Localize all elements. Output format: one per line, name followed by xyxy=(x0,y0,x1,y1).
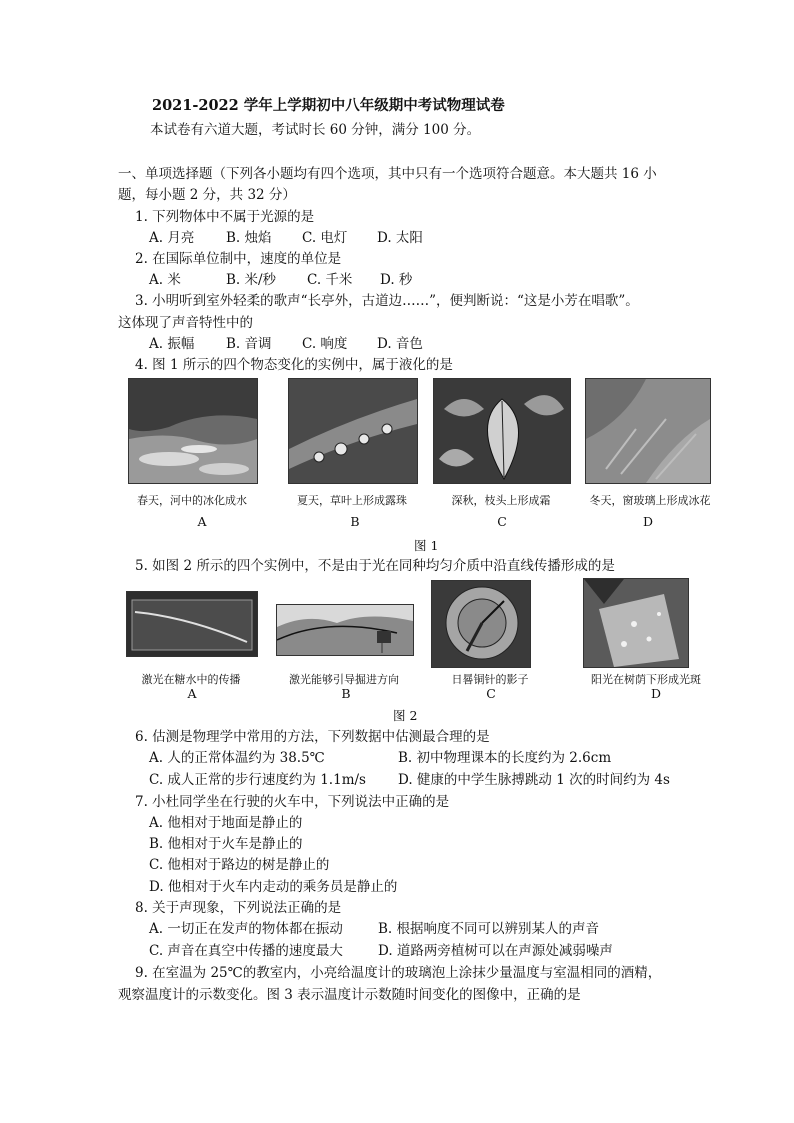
question-7-stem: 7. 小杜同学坐在行驶的火车中，下列说法中正确的是 xyxy=(135,794,450,810)
q1-option-b: B. 烛焰 xyxy=(226,230,272,246)
figure1-photo-b xyxy=(288,378,418,484)
sundial-shadow-image xyxy=(432,581,530,667)
dew-on-grass-image xyxy=(289,379,417,483)
question-9-stem: 9. 在室温为 25℃的教室内，小亮给温度计的玻璃泡上涂抹少量温度与室温相同的酒精， xyxy=(135,965,662,981)
q2-option-c: C. 千米 xyxy=(307,272,353,288)
figure2-caption-d: 阳光在树荫下形成光斑 xyxy=(591,673,701,686)
laser-tunnel-guidance-image xyxy=(277,605,413,655)
q3-option-d: D. 音色 xyxy=(377,336,423,352)
q6-option-d: D. 健康的中学生脉搏跳动 1 次的时间约为 4s xyxy=(398,772,670,788)
q8-option-a: A. 一切正在发声的物体都在振动 xyxy=(149,921,343,937)
question-6-stem: 6. 估测是物理学中常用的方法，下列数据中估测最合理的是 xyxy=(135,729,490,745)
figure2-letter-d: D xyxy=(650,686,662,701)
frost-on-window-image xyxy=(586,379,710,483)
question-8-stem: 8. 关于声现象，下列说法正确的是 xyxy=(135,900,342,916)
q7-option-c: C. 他相对于路边的树是静止的 xyxy=(149,857,330,873)
q7-option-a: A. 他相对于地面是静止的 xyxy=(149,815,303,831)
question-3-stem-cont: 这体现了声音特性中的 xyxy=(118,315,253,331)
frost-on-leaves-image xyxy=(434,379,570,483)
figure1-caption-a: 春天，河中的冰化成水 xyxy=(137,494,247,507)
figure2-label: 图 2 xyxy=(393,708,418,723)
figure2-caption-c: 日晷铜针的影子 xyxy=(451,673,529,686)
figure1-letter-b: B xyxy=(350,514,360,529)
q2-option-d: D. 秒 xyxy=(380,272,413,288)
figure1-photo-c xyxy=(433,378,571,484)
river-ice-melting-image xyxy=(129,379,257,483)
q3-option-c: C. 响度 xyxy=(302,336,348,352)
figure1-photo-d xyxy=(585,378,711,484)
question-9-stem-cont: 观察温度计的示数变化。图 3 表示温度计示数随时间变化的图像中，正确的是 xyxy=(118,987,581,1003)
figure2-letter-b: B xyxy=(341,686,351,701)
q1-option-a: A. 月亮 xyxy=(149,230,195,246)
question-3-stem: 3. 小明听到室外轻柔的歌声“长亭外，古道边……”，便判断说：“这是小芳在唱歌”。 xyxy=(135,293,639,309)
figure1-caption-d: 冬天，窗玻璃上形成冰花 xyxy=(589,494,711,507)
figure1-letter-a: A xyxy=(197,514,207,529)
question-4-stem: 4. 图 1 所示的四个物态变化的实例中，属于液化的是 xyxy=(135,357,453,373)
q7-option-d: D. 他相对于火车内走动的乘务员是静止的 xyxy=(149,879,398,895)
figure1-caption-b: 夏天，草叶上形成露珠 xyxy=(297,494,407,507)
section-heading: 一、单项选择题（下列各小题均有四个选项，其中只有一个选项符合题意。本大题共 16 小 xyxy=(118,166,657,182)
question-2-stem: 2. 在国际单位制中，速度的单位是 xyxy=(135,251,342,267)
q1-option-d: D. 太阳 xyxy=(377,230,423,246)
q6-option-b: B. 初中物理课本的长度约为 2.6cm xyxy=(398,750,612,766)
figure2-photo-c xyxy=(431,580,531,668)
q7-option-b: B. 他相对于火车是静止的 xyxy=(149,836,303,852)
q8-option-d: D. 道路两旁植树可以在声源处减弱噪声 xyxy=(378,943,613,959)
q2-option-a: A. 米 xyxy=(149,272,181,288)
laser-in-sugar-water-image xyxy=(127,592,257,656)
figure1-letter-c: C xyxy=(497,514,507,529)
question-1-stem: 1. 下列物体中不属于光源的是 xyxy=(135,209,315,225)
figure1-photo-a xyxy=(128,378,258,484)
figure2-caption-b: 激光能够引导掘进方向 xyxy=(289,673,399,686)
page-title: 2021-2022 学年上学期初中八年级期中考试物理试卷 xyxy=(152,97,505,114)
figure2-letter-c: C xyxy=(486,686,496,701)
q3-option-a: A. 振幅 xyxy=(149,336,195,352)
q8-option-b: B. 根据响度不同可以辨别某人的声音 xyxy=(378,921,600,937)
figure2-letter-a: A xyxy=(187,686,197,701)
q3-option-b: B. 音调 xyxy=(226,336,272,352)
question-5-stem: 5. 如图 2 所示的四个实例中，不是由于光在同种均匀介质中沿直线传播形成的是 xyxy=(135,558,615,574)
figure2-photo-a xyxy=(126,591,258,657)
q6-option-c: C. 成人正常的步行速度约为 1.1m/s xyxy=(149,772,366,788)
q1-option-c: C. 电灯 xyxy=(302,230,348,246)
q2-option-b: B. 米/秒 xyxy=(226,272,277,288)
section-heading-cont: 题，每小题 2 分，共 32 分） xyxy=(118,187,296,203)
q8-option-c: C. 声音在真空中传播的速度最大 xyxy=(149,943,343,959)
exam-intro: 本试卷有六道大题，考试时长 60 分钟，满分 100 分。 xyxy=(150,122,481,138)
q6-option-a: A. 人的正常体温约为 38.5℃ xyxy=(149,750,325,766)
figure2-photo-d xyxy=(583,578,689,668)
figure1-letter-d: D xyxy=(642,514,654,529)
light-spots-under-trees-image xyxy=(584,579,688,667)
figure2-caption-a: 激光在糖水中的传播 xyxy=(141,673,241,686)
figure1-caption-c: 深秋，枝头上形成霜 xyxy=(451,494,551,507)
figure2-photo-b xyxy=(276,604,414,656)
figure1-label: 图 1 xyxy=(414,538,439,553)
